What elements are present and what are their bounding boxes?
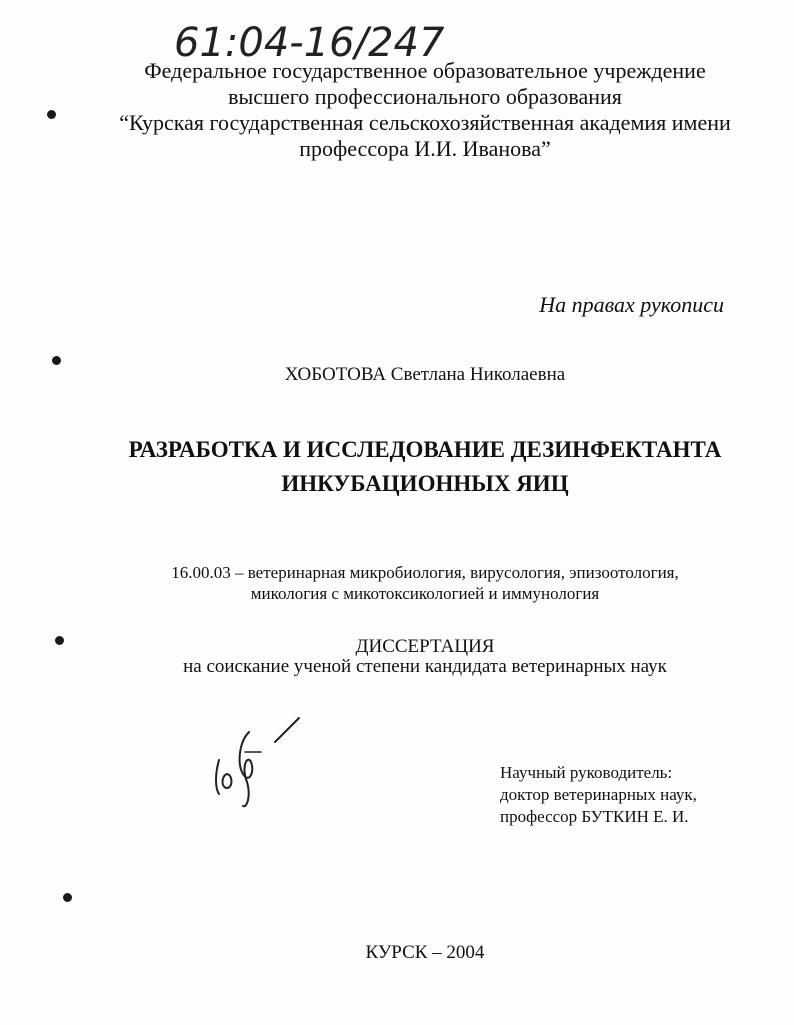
author-name: ХОБОТОВА Светлана Николаевна — [284, 364, 566, 385]
institution-line: “Курская государственная сельскохозяйственная академия имени — [119, 110, 731, 135]
specialty — [120, 562, 730, 604]
city-year: КУРСК – 2004 — [365, 942, 485, 963]
signature — [205, 712, 315, 812]
binder-hole — [63, 893, 72, 902]
rights-notice: На правах рукописи — [539, 292, 724, 317]
title-line: РАЗРАБОТКА И ИССЛЕДОВАНИЕ ДЕЗИНФЕКТАНТА — [128, 437, 722, 462]
dissertation-title — [110, 433, 740, 501]
binder-hole — [52, 356, 61, 365]
supervisor-line: Научный руководитель: — [500, 763, 673, 782]
institution-header — [110, 58, 740, 162]
catalog-number-text: 61:04-16/247 — [174, 20, 445, 66]
binder-hole — [47, 110, 56, 119]
binder-hole — [55, 636, 64, 645]
document-type — [150, 637, 700, 677]
supervisor-block — [500, 762, 760, 828]
document-type-heading: ДИССЕРТАЦИЯ — [355, 636, 495, 657]
institution-line: профессора И.И. Иванова” — [299, 136, 551, 161]
supervisor-line: профессор БУТКИН Е. И. — [500, 807, 689, 826]
specialty-line: микология с микотоксикологией и иммунология — [250, 584, 600, 603]
document-type-subtitle: на соискание ученой степени кандидата ветеринарных наук — [183, 656, 667, 677]
supervisor-line: доктор ветеринарных наук, — [500, 785, 697, 804]
title-line: ИНКУБАЦИОННЫХ ЯИЦ — [281, 471, 569, 496]
signature-mark — [205, 712, 315, 812]
institution-line: высшего профессионального образования — [228, 84, 622, 109]
institution-line: Федеральное государственное образовательное учреждение — [144, 58, 706, 83]
specialty-line: 16.00.03 – ветеринарная микробиология, вирусология, эпизоотология, — [171, 563, 679, 582]
